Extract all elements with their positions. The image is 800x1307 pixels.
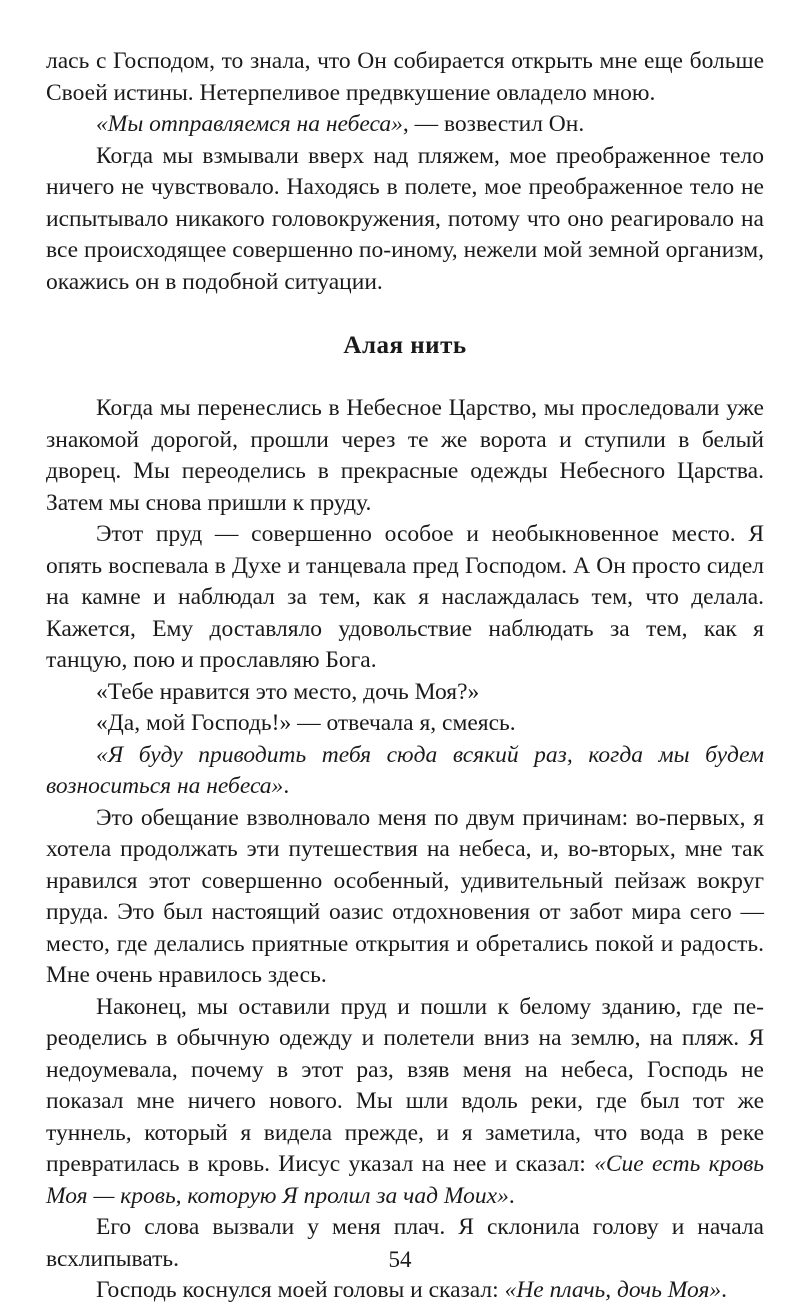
text-segment: Когда мы перенеслись в Небесное Царство, мы проследовали уже знакомой дорогой, прошли через те же ворота и ступили в белый дворец. Мы переоделись в прекрасные одежды Небесного Царства. Затем мы снова пришли к пруду. bbox=[46, 395, 764, 516]
paragraph bbox=[46, 141, 764, 299]
paragraph bbox=[46, 677, 764, 709]
quoted-speech: «Не плачь, дочь Моя» bbox=[504, 1277, 722, 1303]
paragraph bbox=[46, 109, 764, 141]
text-segment: «Да, мой Господь!» — отвечала я, смеясь. bbox=[96, 710, 516, 736]
text-block-top bbox=[46, 46, 764, 298]
text-segment: Когда мы взмывали вверх над пляжем, мое преображенное тело ничего не чувствовало. Находясь в полете, мое преображенное тело не испытывало никакого головокружения, потому что оно реагировало на все происходящее совершенно по-иному, нежели мой земной организм, окажись он в подобной ситуации. bbox=[46, 142, 764, 295]
text-segment: , — возвестил Он. bbox=[402, 111, 585, 137]
paragraph bbox=[46, 46, 764, 109]
paragraph bbox=[46, 992, 764, 1213]
text-segment: . bbox=[283, 773, 290, 799]
quoted-speech: «Мы отправляемся на небеса» bbox=[96, 111, 403, 137]
page-number: 54 bbox=[388, 1247, 412, 1272]
text-segment: Его слова вызвали у меня плач. Я склонила голову и начала всхлипывать. bbox=[46, 1214, 764, 1272]
paragraph bbox=[46, 519, 764, 677]
paragraph bbox=[46, 1275, 764, 1307]
text-segment: . bbox=[508, 1182, 515, 1209]
text-segment: Это обещание взволновало меня по двум причинам: во-первых, я хотела продолжать эти путешествия на небеса, и, во-вторых, мне так нравился этот совершенно особенный, удивительный пейзаж вокруг пруда. Это был настоящий оазис отдохновения от забот мира сего — место, где делались приятные открытия и обретались покой и радость. Мне очень нравилось здесь. bbox=[46, 804, 764, 988]
text-segment: Этот пруд — совершенно особое и необыкновенное место. Я опять воспевала в Духе и танцевала пред Господом. А Он просто сидел на камне и наблюдал за тем, как я наслаждалась тем, что делала. Кажется, Ему доставляло удовольствие наблюдать за тем, как я танцую, пою и прославляю Бога. bbox=[46, 521, 764, 673]
paragraph bbox=[46, 740, 764, 803]
text-block-bottom bbox=[46, 393, 764, 1307]
section-title: Алая нить bbox=[343, 332, 467, 359]
text-segment: Господь коснулся моей головы и сказал: bbox=[96, 1277, 505, 1303]
quoted-speech: «Я буду приводить тебя сюда всякий раз, когда мы будем возноситься на небеса» bbox=[46, 741, 764, 799]
paragraph bbox=[46, 803, 764, 992]
book-page bbox=[46, 46, 764, 1307]
quoted-speech: «Сие есть кровь Моя — кровь, которую Я пролил за чад Моих» bbox=[46, 1151, 764, 1209]
paragraph bbox=[46, 708, 764, 740]
text-segment: Наконец, мы оставили пруд и пошли к белому зданию, где переоделись в обычную одежду и полетели вниз на землю, на пляж. Я недоумевала, почему в этот раз, взяв меня на небеса, Господь не показал мне ничего нового. Мы шли вдоль реки, где был тот же туннель, который я видела прежде, и я заметила, что вода в реке превратилась в кровь. Иисус указал на нее и сказал: bbox=[46, 993, 764, 1177]
text-segment: . bbox=[721, 1277, 728, 1303]
text-segment: «Тебе нравится это место, дочь Моя?» bbox=[96, 678, 480, 705]
text-segment: лась с Господом, то знала, что Он собирается открыть мне еще больше Своей истины. Нетерпеливое предвкушение овладело мною. bbox=[46, 48, 764, 106]
paragraph bbox=[46, 393, 764, 519]
